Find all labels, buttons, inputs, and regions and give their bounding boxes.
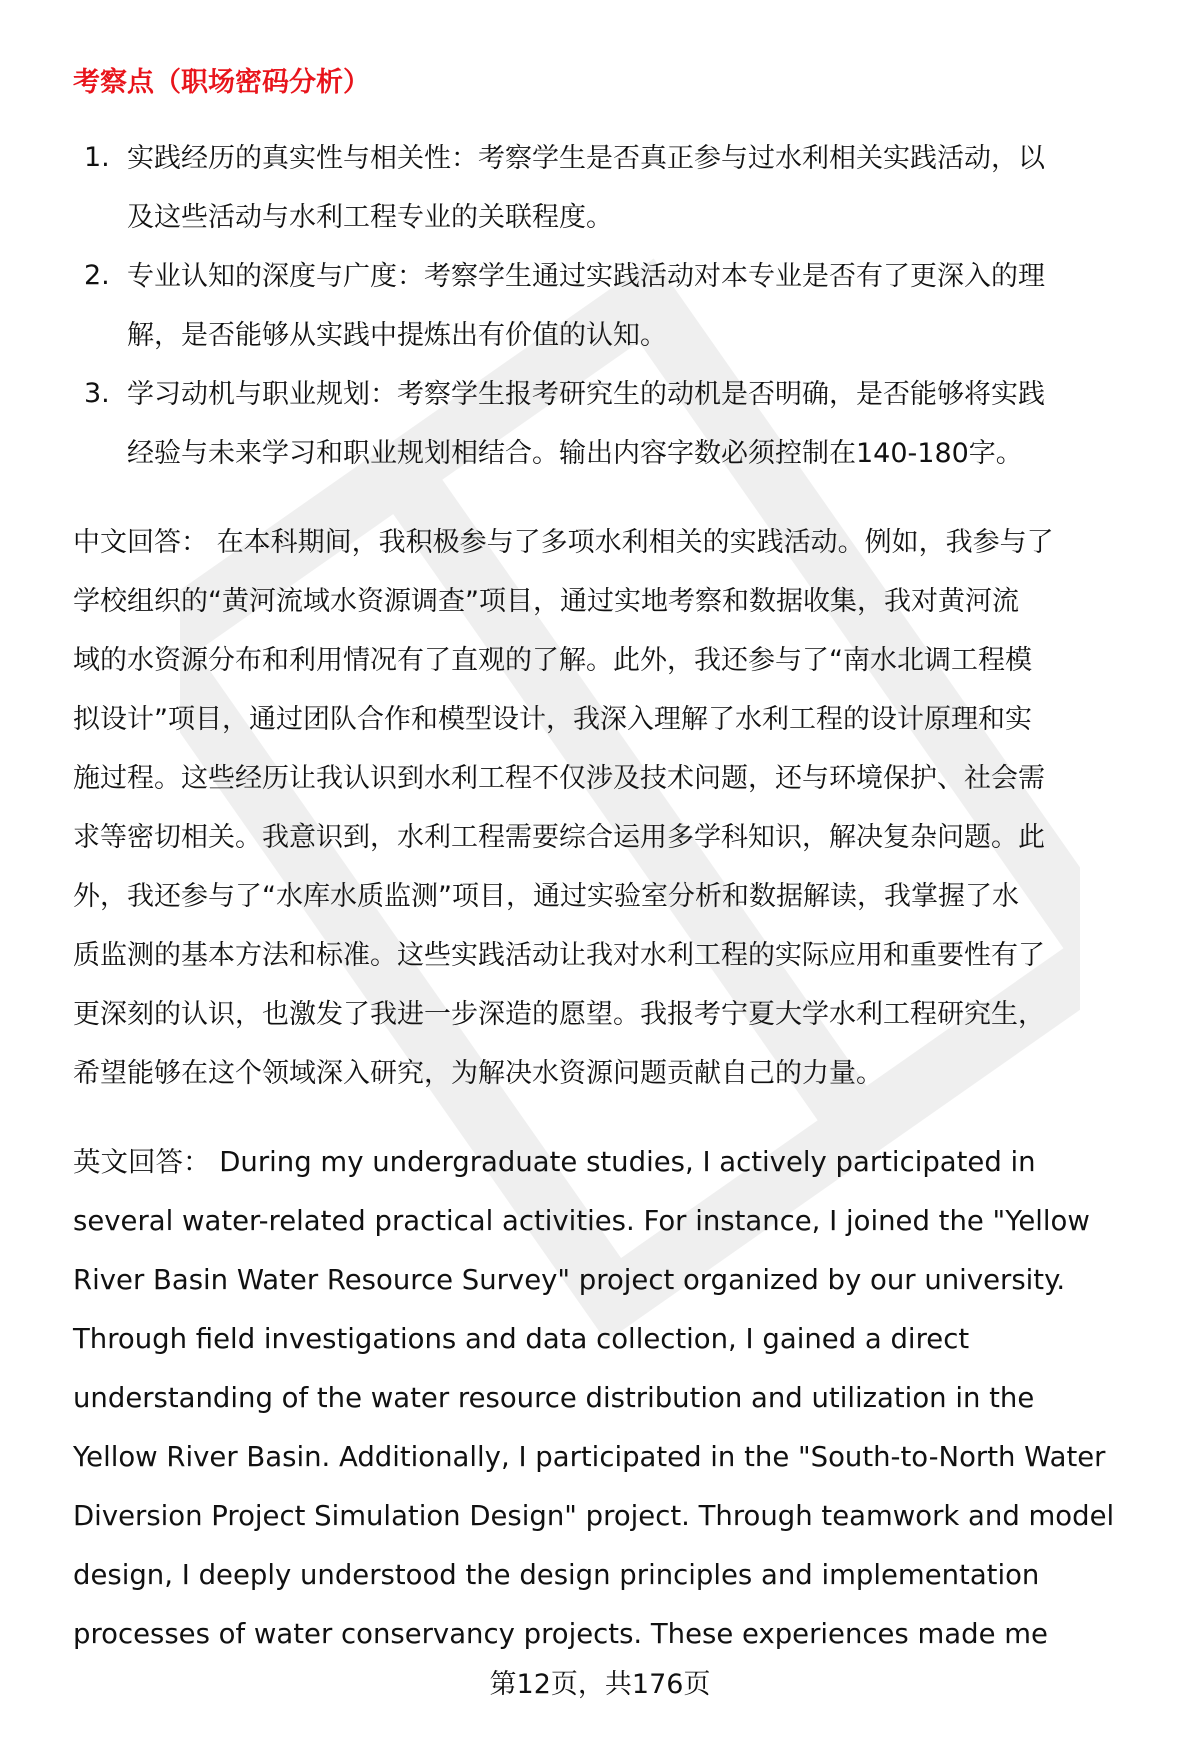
english-answer-line: processes of water conservancy projects. These experiences made me <box>73 1618 1048 1650</box>
chinese-answer-line: 中文回答： 在本科期间，我积极参与了多项水利相关的实践活动。例如，我参与了 <box>73 527 1054 558</box>
english-answer-line: understanding of the water resource distribution and utilization in the <box>73 1382 1035 1414</box>
chinese-answer-line: 更深刻的认识，也激发了我进一步深造的愿望。我报考宁夏大学水利工程研究生， <box>73 999 1045 1030</box>
section-title: 考察点（职场密码分析） <box>73 67 370 98</box>
list-item-line: 及这些活动与水利工程专业的关联程度。 <box>127 202 613 233</box>
chinese-answer-line: 外，我还参与了“水库水质监测”项目，通过实验室分析和数据解读，我掌握了水 <box>73 881 1019 912</box>
page-number: 第12页，共176页 <box>489 1669 711 1700</box>
list-number: 1. <box>84 142 110 173</box>
chinese-answer-line: 域的水资源分布和利用情况有了直观的了解。此外，我还参与了“南水北调工程模 <box>73 645 1032 676</box>
list-number: 2. <box>84 260 110 291</box>
english-answer-line: Diversion Project Simulation Design" project. Through teamwork and model <box>73 1500 1115 1532</box>
watermark <box>180 250 1080 1350</box>
list-item-line: 经验与未来学习和职业规划相结合。输出内容字数必须控制在140-180字。 <box>127 438 1023 469</box>
english-answer-line: Through field investigations and data collection, I gained a direct <box>73 1323 970 1355</box>
list-number: 3. <box>84 378 110 409</box>
list-item-line: 学习动机与职业规划：考察学生报考研究生的动机是否明确，是否能够将实践 <box>127 379 1045 410</box>
chinese-answer-line: 施过程。这些经历让我认识到水利工程不仅涉及技术问题，还与环境保护、社会需 <box>73 763 1045 794</box>
english-answer-line: Yellow River Basin. Additionally, I participated in the "South-to-North Water <box>73 1441 1106 1473</box>
english-answer-line: River Basin Water Resource Survey" project organized by our university. <box>73 1264 1066 1296</box>
list-item-line: 专业认知的深度与广度：考察学生通过实践活动对本专业是否有了更深入的理 <box>127 261 1045 292</box>
chinese-answer-line: 质监测的基本方法和标准。这些实践活动让我对水利工程的实际应用和重要性有了 <box>73 940 1045 971</box>
chinese-answer-line: 希望能够在这个领域深入研究，为解决水资源问题贡献自己的力量。 <box>73 1058 883 1089</box>
english-answer-line: 英文回答： During my undergraduate studies, I actively participated in <box>73 1146 1036 1178</box>
english-answer-line: several water-related practical activities. For instance, I joined the "Yellow <box>73 1205 1090 1237</box>
chinese-answer-line: 求等密切相关。我意识到，水利工程需要综合运用多学科知识，解决复杂问题。此 <box>73 822 1045 853</box>
english-answer-line: design, I deeply understood the design principles and implementation <box>73 1559 1040 1591</box>
list-item-line: 实践经历的真实性与相关性：考察学生是否真正参与过水利相关实践活动，以 <box>127 143 1045 174</box>
chinese-answer-line: 学校组织的“黄河流域水资源调查”项目，通过实地考察和数据收集，我对黄河流 <box>73 586 1019 617</box>
list-item-line: 解，是否能够从实践中提炼出有价值的认知。 <box>127 320 667 351</box>
chinese-answer-line: 拟设计”项目，通过团队合作和模型设计，我深入理解了水利工程的设计原理和实 <box>73 704 1032 735</box>
